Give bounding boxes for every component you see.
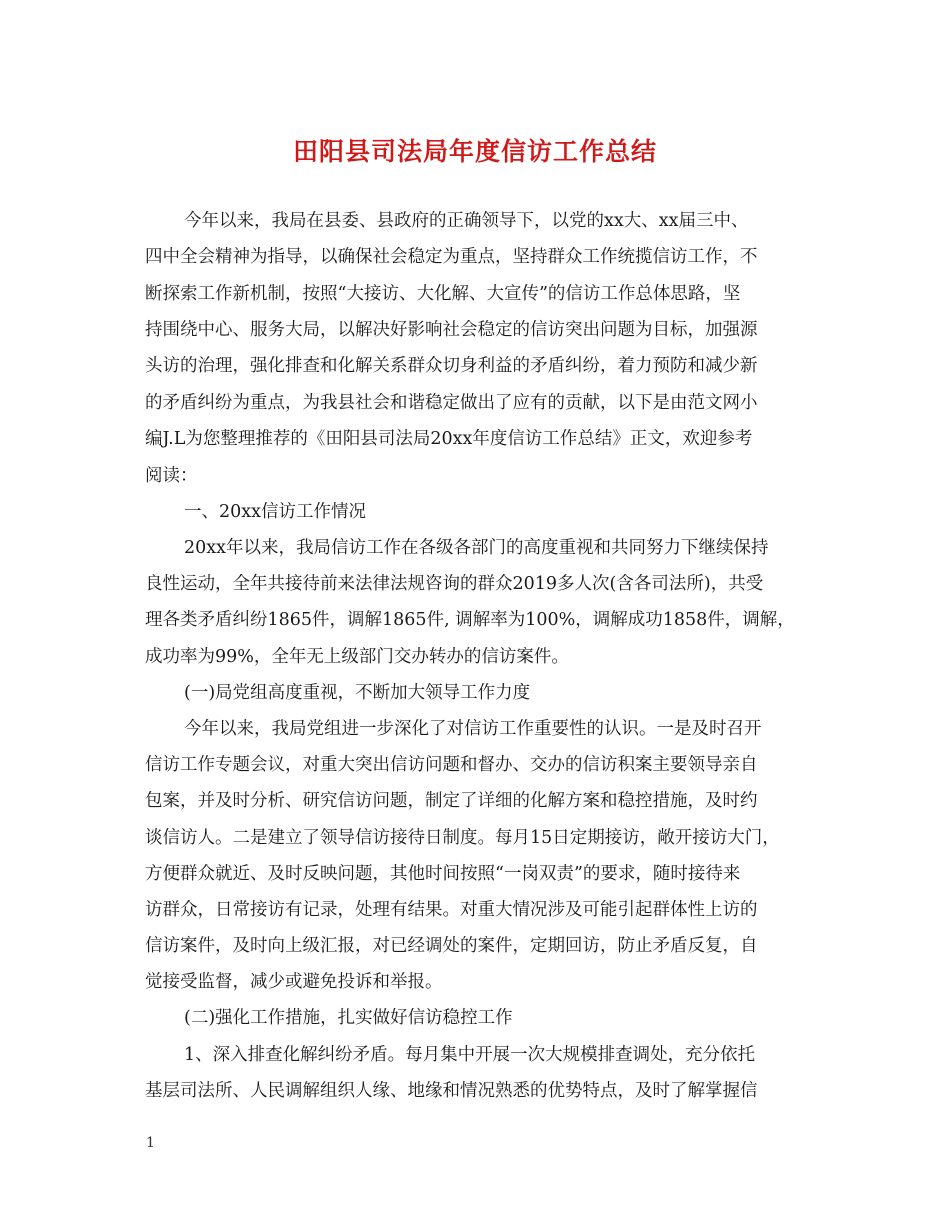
paragraph-line: 谈信访人。二是建立了领导信访接待日制度。每月15日定期接访，敞开接访大门，: [145, 828, 780, 848]
paragraph-line: 良性运动，全年共接待前来法律法规咨询的群众2019多人次(含各司法所)，共受: [145, 574, 764, 594]
paragraph-line: 持围绕中心、服务大局，以解决好影响社会稳定的信访突出问题为目标，加强源: [145, 320, 758, 340]
paragraph-line: 今年以来，我局在县委、县政府的正确领导下，以党的xx大、xx届三中、: [184, 211, 749, 231]
paragraph-line: 包案，并及时分析、研究信访问题，制定了详细的化解方案和稳控措施，及时约: [145, 791, 758, 811]
paragraph-line: 成功率为99%，全年无上级部门交办转办的信访案件。: [145, 647, 569, 667]
paragraph-line: 理各类矛盾纠纷1865件，调解1865件, 调解率为100%，调解成功1858件，调解，: [145, 610, 795, 630]
page-number: 1: [146, 1135, 155, 1151]
paragraph-line: 阅读：: [145, 466, 198, 486]
paragraph-line: 访群众，日常接访有记录，处理有结果。对重大情况涉及可能引起群体性上访的: [145, 900, 758, 920]
paragraph-line: 断探索工作新机制，按照“大接访、大化解、大宣传”的信访工作总体思路，坚: [145, 284, 741, 304]
paragraph-line: 20xx年以来，我局信访工作在各级各部门的高度重视和共同努力下继续保持: [184, 538, 769, 558]
paragraph-line: 信访案件，及时向上级汇报，对已经调处的案件，定期回访，防止矛盾反复，自: [145, 936, 758, 956]
paragraph-line: 的矛盾纠纷为重点，为我县社会和谐稳定做出了应有的贡献，以下是由范文网小: [145, 393, 758, 413]
paragraph-line: 四中全会精神为指导，以确保社会稳定为重点，坚持群众工作统揽信访工作，不: [145, 247, 758, 267]
paragraph-line: 今年以来，我局党组进一步深化了对信访工作重要性的认识。一是及时召开: [184, 719, 762, 739]
paragraph-line: 编J.L为您整理推荐的《田阳县司法局20xx年度信访工作总结》正文，欢迎参考: [145, 429, 753, 449]
paragraph-line: 方便群众就近、及时反映问题，其他时间按照“一岗双责”的要求，随时接待来: [145, 864, 741, 884]
subsection-heading: (二)强化工作措施，扎实做好信访稳控工作: [184, 1008, 513, 1028]
paragraph-line: 1、深入排查化解纠纷矛盾。每月集中开展一次大规模排查调处，充分依托: [184, 1045, 756, 1065]
paragraph-line: 觉接受监督，减少或避免投诉和举报。: [145, 972, 443, 992]
subsection-heading: (一)局党组高度重视，不断加大领导工作力度: [184, 683, 531, 703]
paragraph-line: 头访的治理，强化排查和化解关系群众切身利益的矛盾纠纷，着力预防和减少新: [145, 356, 758, 376]
paragraph-line: 基层司法所、人民调解组织人缘、地缘和情况熟悉的优势特点，及时了解掌握信: [145, 1081, 758, 1101]
document-title: 田阳县司法局年度信访工作总结: [292, 137, 657, 166]
section-heading: 一、20xx信访工作情况: [184, 502, 367, 522]
paragraph-line: 信访工作专题会议，对重大突出信访问题和督办、交办的信访积案主要领导亲自: [145, 755, 758, 775]
